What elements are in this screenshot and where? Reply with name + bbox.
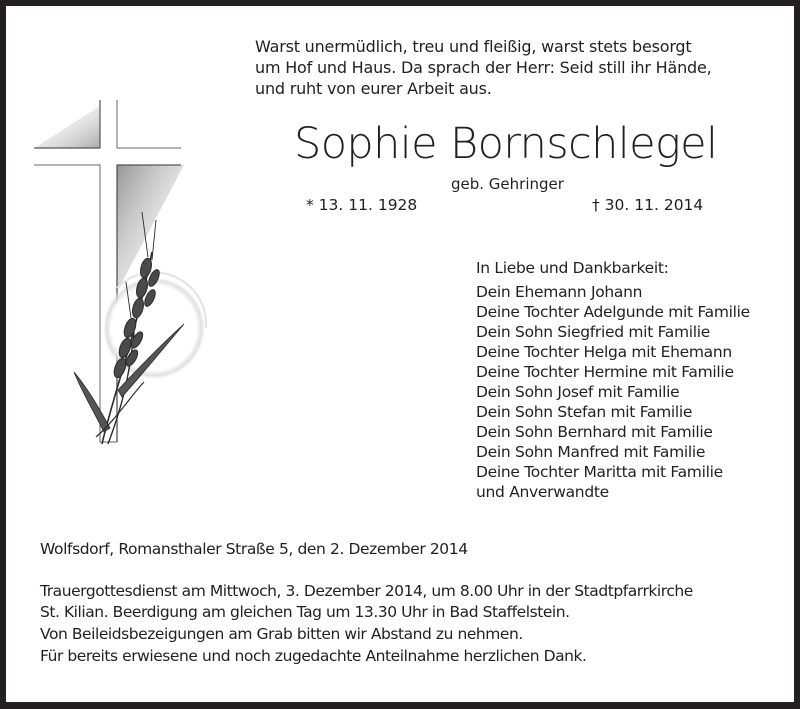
mourner: Dein Ehemann Johann — [476, 283, 643, 301]
deceased-name: Sophie Bornschlegel — [294, 119, 718, 169]
death-date: † 30. 11. 2014 — [592, 196, 704, 214]
mourner: Dein Sohn Bernhard mit Familie — [476, 423, 713, 441]
funeral-notes — [40, 580, 693, 666]
mourner: Deine Tochter Hermine mit Familie — [476, 363, 734, 381]
note-line: Für bereits erwiesene und noch zugedachte Anteilnahme herzlichen Dank. — [40, 647, 587, 665]
cross-icon — [34, 100, 184, 442]
mourners-list — [476, 258, 750, 502]
mourner: Dein Sohn Manfred mit Familie — [476, 443, 706, 461]
verse-line: Warst unermüdlich, treu und fleißig, warst stets besorgt — [255, 37, 692, 56]
place-and-date: Wolfsdorf, Romansthaler Straße 5, den 2. Dezember 2014 — [40, 540, 468, 558]
cross-wheat-illustration — [34, 92, 224, 462]
birth-date: * 13. 11. 1928 — [306, 196, 418, 214]
mourner: und Anverwandte — [476, 483, 609, 501]
verse-line: um Hof und Haus. Da sprach der Herr: Seid still ihr Hände, — [255, 58, 712, 77]
obituary-notice — [6, 6, 794, 702]
maiden-name: geb. Gehringer — [451, 175, 564, 193]
mourner: Deine Tochter Maritta mit Familie — [476, 463, 723, 481]
mourner: Deine Tochter Adelgunde mit Familie — [476, 303, 750, 321]
mourner: Dein Sohn Stefan mit Familie — [476, 403, 693, 421]
verse-line: und ruht von eurer Arbeit aus. — [255, 79, 492, 98]
note-line: St. Kilian. Beerdigung am gleichen Tag um 13.30 Uhr in Bad Staffelstein. — [40, 603, 570, 621]
mourners-intro: In Liebe und Dankbarkeit: — [476, 259, 669, 277]
mourner: Dein Sohn Josef mit Familie — [476, 383, 680, 401]
note-line: Von Beileidsbezeigungen am Grab bitten wir Abstand zu nehmen. — [40, 625, 523, 643]
verse — [255, 36, 712, 99]
mourner: Deine Tochter Helga mit Ehemann — [476, 343, 732, 361]
note-line: Trauergottesdienst am Mittwoch, 3. Dezember 2014, um 8.00 Uhr in der Stadtpfarrkirche — [40, 582, 693, 600]
mourner: Dein Sohn Siegfried mit Familie — [476, 323, 711, 341]
